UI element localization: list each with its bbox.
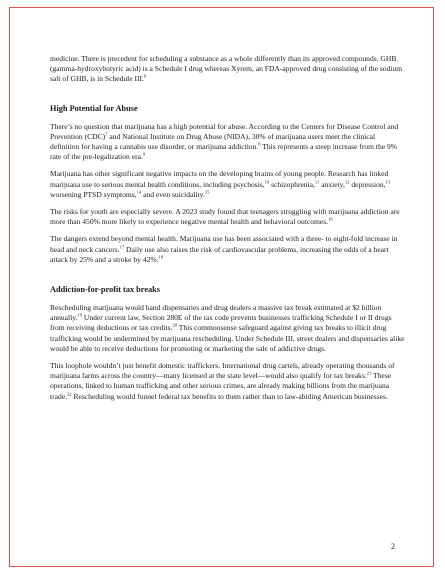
- paragraph-text: schizophrenia,: [269, 179, 315, 189]
- paragraph-text: This represents a steep increase from the 9% rate of the pre-legalization era.: [50, 142, 398, 162]
- document-page: [9, 7, 434, 567]
- abuse-paragraph-1: [50, 122, 406, 163]
- paragraph-text: anxiety,: [319, 179, 345, 189]
- paragraph-text: Rescheduling would funnel federal tax benefits to them rather than to law-abiding American businesses.: [71, 391, 388, 401]
- footnote-ref: 21: [366, 370, 372, 376]
- footnote-ref: 13: [385, 179, 391, 185]
- abuse-paragraph-2: [50, 169, 406, 200]
- abuse-paragraph-3: [50, 207, 406, 227]
- tax-paragraph-1: [50, 303, 406, 354]
- footnote-ref: 19: [77, 312, 82, 318]
- footnote-ref: 18: [158, 254, 164, 260]
- paragraph-text: Marijuana has other significant negative impacts on the developing brains of young people. Research has linked marijuana use to serious mental health conditions, including psychosis,: [50, 169, 389, 189]
- footnote-ref: 9: [142, 151, 146, 157]
- paragraph-text: Under current law, Section 280E of the tax code prevents businesses trafficking Schedule I or II drugs from receiving deductions or tax credits.: [50, 313, 392, 333]
- intro-paragraph: [50, 54, 406, 85]
- paragraph-text: Rescheduling marijuana would hand dispensaries and drug dealers a massive tax break estimated at $2 billion annually.: [50, 303, 382, 323]
- section-heading-abuse: High Potential for Abuse: [50, 103, 138, 113]
- footnote-ref: 11: [314, 179, 320, 185]
- page-number: 2: [391, 542, 395, 551]
- paragraph-text: The dangers extend beyond mental health. Marijuana use has been associated with a three- to eight-fold increase in head and neck cancers.: [50, 234, 398, 254]
- section-heading-tax: Addiction-for-profit tax breaks: [50, 285, 161, 295]
- footnote-ref: 20: [172, 322, 177, 328]
- footnote-ref: 17: [119, 244, 125, 250]
- paragraph-text: and even suicidality.: [141, 189, 205, 199]
- paragraph-text: depression,: [349, 179, 386, 189]
- footnote-ref: 16: [328, 216, 333, 222]
- intro-text: medicine. There is precedent for scheduling a substance as a whole differently than its approved compounds. GHB (gamma-hydroxybutyric acid) is a Schedule I drug whereas Xyrem, an FDA-approved drug consisting of the sodium salt of GHB, is in Schedule III.: [50, 54, 403, 84]
- footnote-ref: 7: [105, 131, 108, 137]
- paragraph-text: The risks for youth are especially severe. A 2023 study found that teenagers struggling with marijuana addiction are more than 450% more likely to experience negative mental health and behavioral outcomes.: [50, 207, 400, 227]
- footnote-ref: 12: [344, 179, 350, 185]
- footnote-ref: 14: [136, 189, 142, 195]
- paragraph-text: These operations, linked to human trafficking and other serious crimes, are already making billions from the marijuana trade.: [50, 371, 392, 401]
- footnote-ref: 22: [66, 391, 72, 397]
- paragraph-text: This commonsense safeguard against giving tax breaks to illicit drug trafficking would be undermined by marijuana rescheduling. Under Schedule III, street dealers and dispensaries alike would be able to receive deductions for promoting or marketing the sale of addictive drugs.: [50, 323, 405, 353]
- footnote-ref: 8: [258, 141, 261, 147]
- paragraph-text: Daily use also raises the risk of cardiovascular problems, increasing the odds of a heart attack by 25% and a stroke by 42%.: [50, 244, 389, 264]
- paragraph-text: There’s no question that marijuana has a high potential for abuse. According to the Centers for Disease Control and Prevention (CDC): [50, 121, 399, 141]
- paragraph-text: worsening PTSD symptoms,: [50, 189, 137, 199]
- page-content: [50, 54, 406, 409]
- tax-paragraph-2: [50, 361, 406, 402]
- footnote-ref: 6: [143, 73, 147, 79]
- paragraph-text: and National Institute on Drug Abuse (NIDA), 30% of marijuana users meet the clinical definition for having a cannabis use disorder, or marijuana addiction.: [50, 131, 376, 152]
- abuse-paragraph-4: [50, 234, 406, 265]
- footnote-ref: 10: [264, 179, 270, 185]
- paragraph-text: This loophole wouldn’t just benefit domestic traffickers. International drug cartels, already operating thousands of marijuana farms across the country—many licensed at the state level—would also qualify for tax breaks.: [50, 361, 395, 381]
- footnote-ref: 15: [204, 189, 210, 195]
